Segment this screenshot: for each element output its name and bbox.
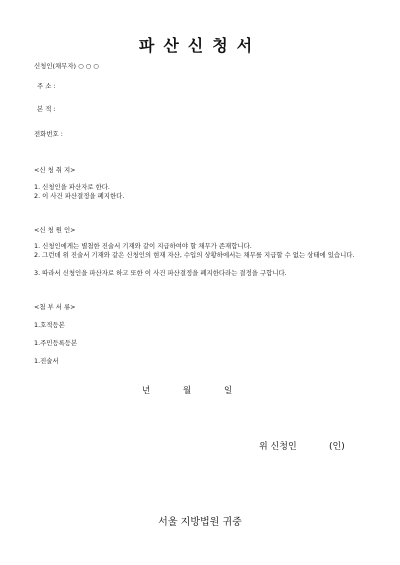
address-label: 주 소 : — [37, 82, 56, 90]
date-day: 일 — [224, 386, 233, 396]
purpose-item-2: 2. 이 사건 파산결정을 폐지한다. — [34, 192, 125, 200]
attachment-item-1: 1.호적등본 — [34, 321, 65, 329]
signature-seal: (인) — [329, 442, 345, 452]
section-heading-cause: <신 청 원 인> — [34, 226, 76, 234]
cause-item-3: 3. 따라서 신청인을 파산자로 하고 또한 이 사건 파산결정을 폐지한다라는 결정을 구합니다. — [34, 269, 287, 277]
domicile-label: 본 적 : — [37, 105, 56, 113]
document-title: 파산신청서 — [138, 36, 262, 55]
applicant-name-value: ○ ○ ○ — [78, 62, 99, 70]
applicant-label: 신청인(채무자) — [34, 62, 77, 70]
purpose-item-1: 1. 신청인을 파산자로 한다. — [34, 183, 110, 191]
applicant-name-row — [34, 62, 99, 70]
attachment-item-3: 1.진술서 — [34, 357, 59, 365]
attachment-item-2: 1.주민등록등본 — [34, 339, 78, 347]
section-heading-purpose: <신 청 취 지> — [34, 166, 76, 174]
phone-label: 전화번호 : — [34, 130, 63, 138]
date-month: 월 — [183, 386, 192, 396]
signature-label: 위 신청인 — [259, 442, 297, 452]
date-year: 년 — [142, 386, 151, 396]
cause-item-2: 2. 그런데 위 진술서 기재와 같은 신청인의 현재 자산, 수입의 상황하에서는 채무를 지급할 수 없는 상태에 있습니다. — [34, 251, 355, 259]
cause-item-1: 1. 신청인에게는 별첨한 진술서 기재와 같이 지급하여야 할 채무가 존재합니다. — [34, 242, 252, 250]
section-heading-attachments: <첨 부 서 류> — [34, 303, 76, 311]
court-addressee: 서울 지방법원 귀중 — [158, 517, 242, 528]
